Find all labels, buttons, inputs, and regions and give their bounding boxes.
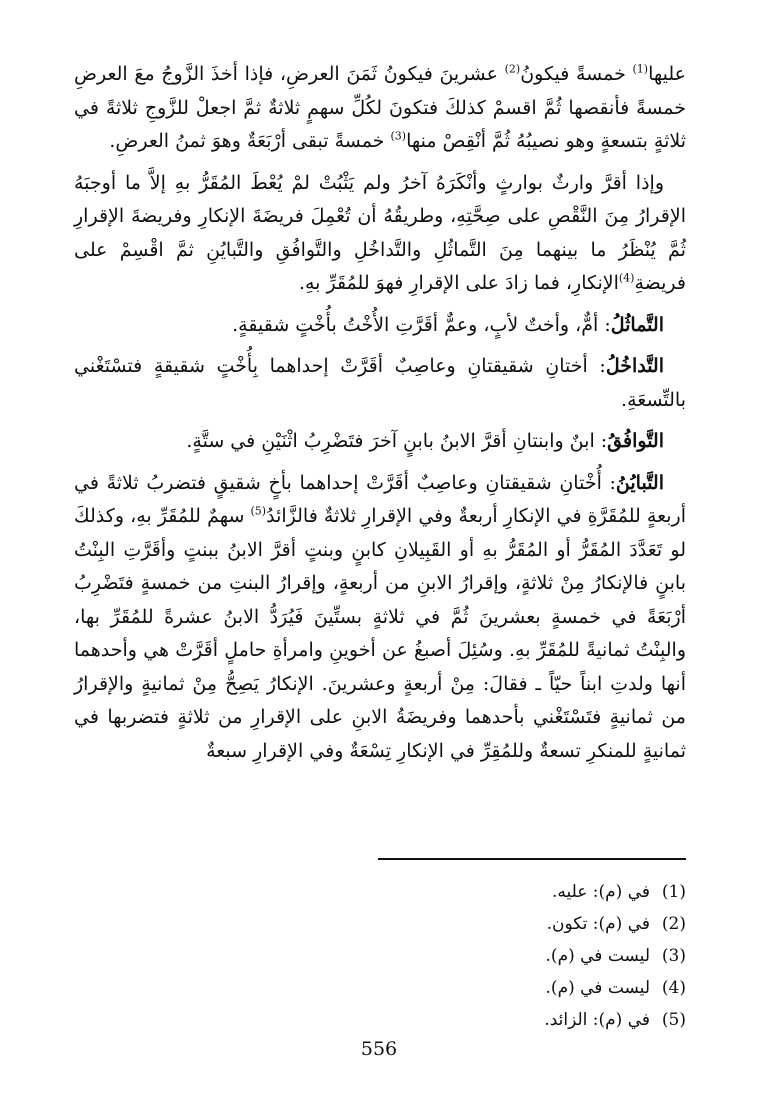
footnote-ref-1[interactable]: (1) [632, 62, 649, 76]
paragraph-tamathul: التَّماثُلُ: أمٌّ، وأختٌ لأبٍ، وعمٌّ أقَرَّتِ الأُخْتُ بأُخْتٍ شقيقةٍ. [232, 313, 664, 336]
paragraph-tawafuq: التَّوافُقُ: ابنٌ وابنتانِ أقرَّ الابنُ بابنٍ آخرَ فتَضْرِبُ اثْنَيْنِ في ستَّةٍ. [186, 430, 664, 452]
term-tabayun: التَّبايُنُ [615, 471, 664, 494]
footnote-ref-4[interactable]: (4) [618, 271, 635, 285]
term-tamathul: التَّماثُلُ [610, 313, 664, 336]
footnote-text: ليست في (م). [545, 978, 650, 998]
footnote-text: ليست في (م). [545, 946, 650, 966]
footnote-number: (3) [661, 946, 686, 966]
footnote-item [74, 972, 686, 1004]
footnote-item [74, 908, 686, 940]
footnote-ref-3[interactable]: (3) [390, 129, 407, 143]
footnote-item [74, 876, 686, 908]
footnote-item [74, 1004, 686, 1036]
footnote-ref-2[interactable]: (2) [504, 62, 521, 76]
term-tadakhul: التَّداخُلُ [605, 355, 664, 377]
paragraph-2: وإذا أقرَّ وارثٌ بوارثٍ وأنْكَرَهُ آخرُ ولم يَثْبُتْ لمْ يُعْطَ المُقَرُّ بهِ إلاَّ ما أوجبَهُ الإقرارُ مِنَ النَّقْصِ على صِحَّتِهِ، وطريقُهُ أن تُعْمِلَ فريضَةَ الإنكارِ وفريضةَ الإقرارِ ثُمَّ يُنْظَرُ ما بينهما مِنَ التَّماثُلِ والتَّداخُلِ والتَّوافُقِ والتَّبايُنِ ثمَّ اقْسِمْ على فريضةِ$^{(4)}$الإنكارِ، فما زادَ على الإقرارِ فهوَ للمُقَرِّ بهِ. [74, 171, 686, 294]
footnote-text: في (م): تكون. [546, 914, 650, 934]
page-number: 556 [360, 1038, 398, 1060]
footnote-number: (5) [661, 1010, 686, 1030]
main-text [74, 58, 686, 776]
term-tawafuq: التَّوافُقُ [607, 430, 664, 452]
paragraph-1: عليها$^{(1)}$ خمسةً فيكونُ$^{(2)}$ عشرينَ فيكونُ ثَمَنَ العرضِ، فإذا أخذَ الزَّوجُ معَ العرضِ خمسةً فأنقصها ثُمَّ اقسمْ كذلكَ فتكونَ لكُلِّ سهمٍ ثلاثةٌ ثمَّ اجعلْ للزَّوجِ ثلاثةً في ثلاثةٍ بتسعةٍ وهو نصيبُهُ ثُمَّ أنْقِصْ منها$^{(3)}$ خمسةً تبقى أرْبَعَةٌ وهوَ ثمنُ العرضِ. [74, 62, 686, 152]
footnote-text: في (م): الزائد. [544, 1010, 650, 1030]
footnote-separator [378, 858, 686, 860]
footnote-number: (4) [661, 978, 686, 998]
footnote-number: (1) [661, 882, 686, 902]
footnotes [74, 876, 686, 1036]
paragraph-tabayun: التَّبايُنُ: أُخْتانِ شقيقتانِ وعاصِبٌ أقَرَّتْ إحداهما بأخٍ شقيقٍ فتضربُ ثلاثةً في أربعةٍ للمُقَرَّةِ في الإنكارِ أربعةٌ وفي الإقرارِ ثلاثةٌ فالزَّائدُ$^{(5)}$ سهمٌ للمُقَرِّ بهِ، وكذلكَ لو تَعَدَّدَ المُقَرُّ أو المُقَرُّ بهِ أو القَبِيلانِ كابنٍ وبنتٍ أقرَّ الابنُ ببنتٍ وأقَرَّتِ البِنْتُ بابنٍ فالإنكارُ مِنْ ثلاثةٍ، وإقرارُ الابنِ من أربعةٍ، وإقرارُ البنتِ من خمسةٍ فتَضْرِبُ أرْبَعَةً في خمسةٍ بعشرينَ ثُمَّ في ثلاثةٍ بستِّينَ فَيُرَدُّ الابنُ عشرةً للمُقَرِّ بها، والبِنْتُ ثمانيةً للمُقَرِّ بهِ. وسُئِلَ أصبغُ عن أخوينِ وامرأةِ حاملٍ أقَرَّتْ هي وأحدهما أنها ولدتِ ابناً حيّاً ـ فقالَ: مِنْ أربعةٍ وعشرينَ. الإنكارُ يَصِحُّ مِنْ ثمانيةٍ والإقرارُ من ثمانيةٍ فتَسْتَغْني بأحدهما وفريضَةُ الابنِ على الإقرارِ من ثلاثةٍ فتضربها في ثمانيةٍ للمنكرِ تسعةٌ وللمُقِرِّ في الإنكارِ تِسْعَةٌ وفي الإقرارِ سبعةٌ [74, 471, 686, 762]
footnote-item [74, 940, 686, 972]
footnote-text: في (م): عليه. [551, 882, 650, 902]
footnote-number: (2) [661, 914, 686, 934]
paragraph-tadakhul: التَّداخُلُ: أختانِ شقيقتانِ وعاصِبٌ أقَرَّتْ إحداهما بِأُخْتٍ شقيقةٍ فتسْتَغْني بالتِّسعَةِ. [74, 355, 686, 411]
footnote-ref-5[interactable]: (5) [250, 504, 267, 518]
